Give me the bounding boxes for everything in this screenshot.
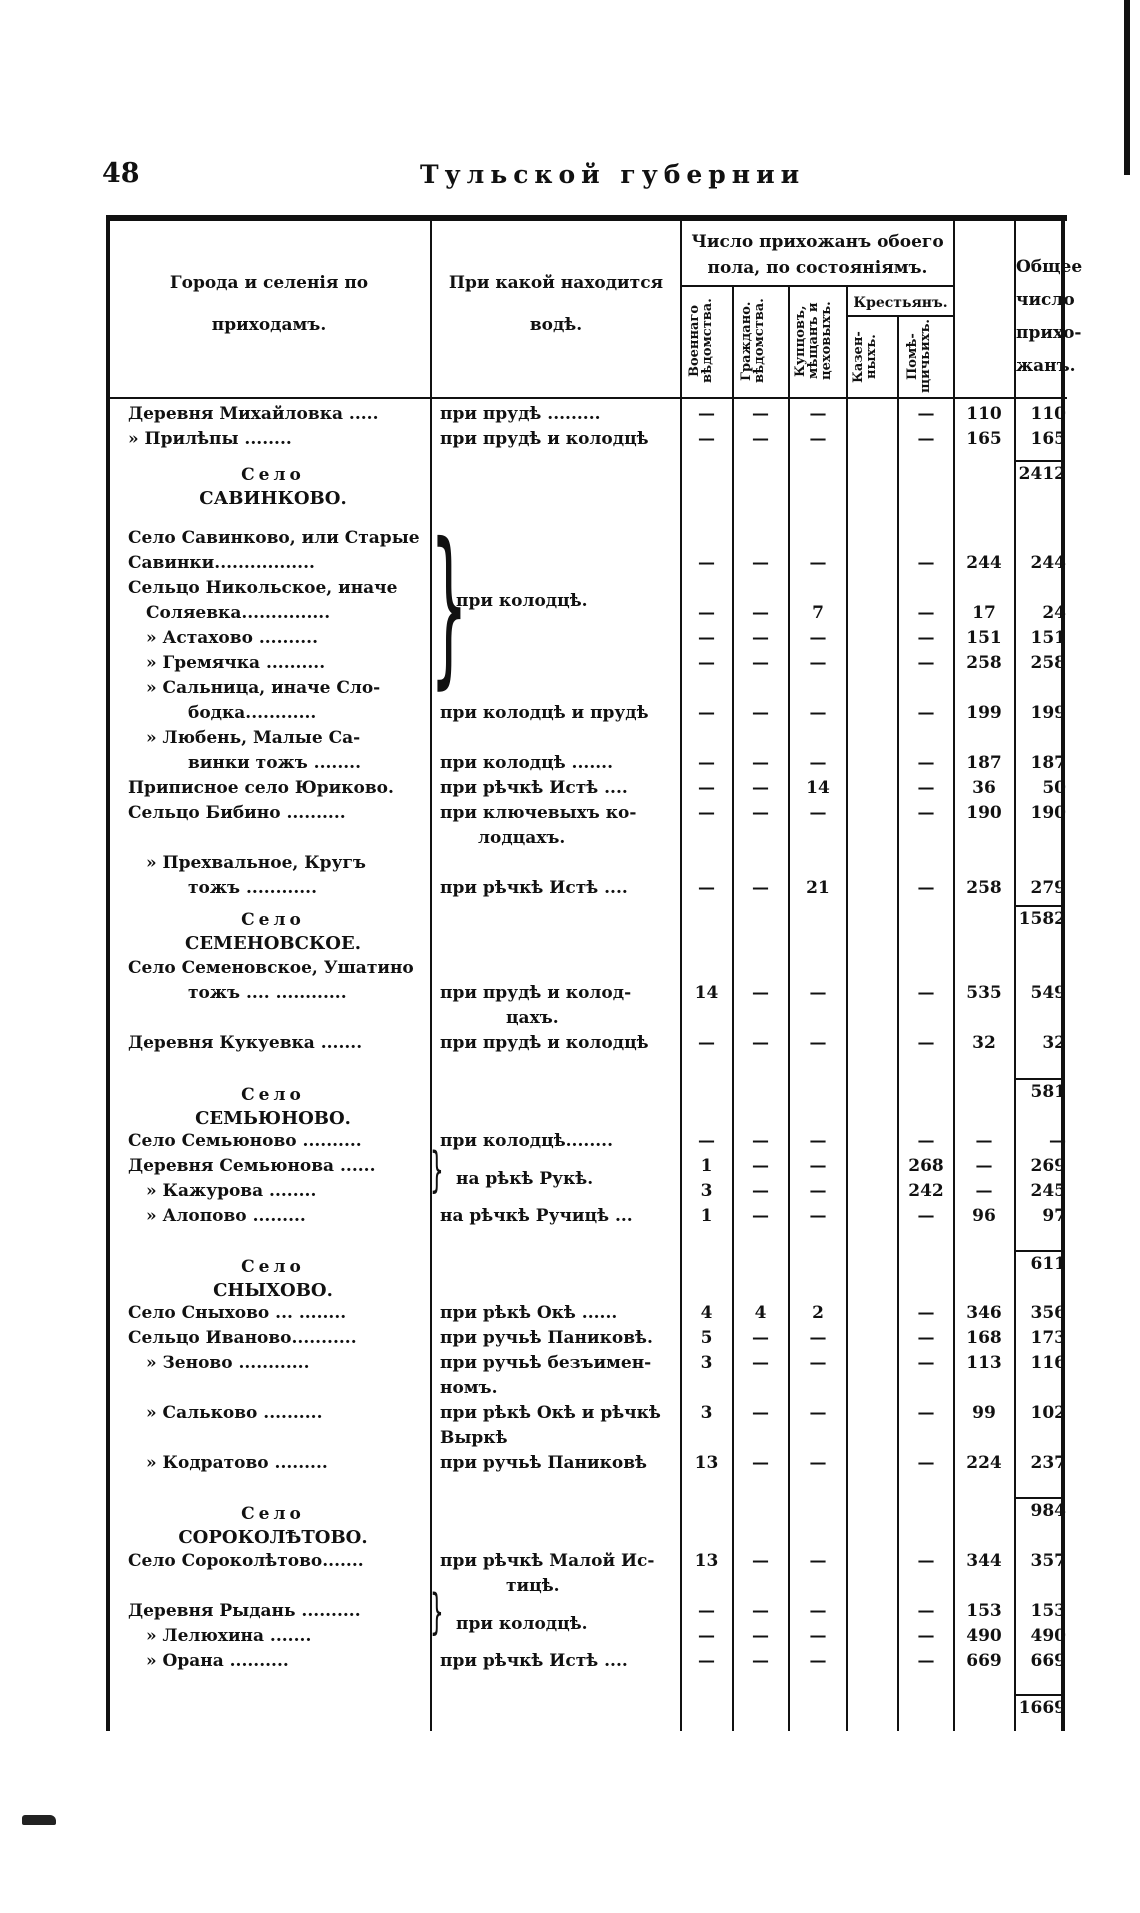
total-count: 32 [1042,1033,1066,1053]
table-row [106,1376,1067,1401]
merchant-count: — [809,1131,827,1151]
private-peasant-count: 151 [966,628,1002,648]
military-count: — [698,1131,715,1151]
subtotal-rule [1014,1497,1061,1499]
civil-count: — [752,429,769,449]
merchant-count: 14 [806,778,830,798]
subtotal-rule [1014,905,1061,907]
subtotal: 581 [1030,1082,1066,1102]
rule-header-bottom [106,397,1067,399]
state-peasant-count: — [917,429,935,449]
total-count: 173 [1030,1328,1066,1348]
subtotal-rule [1014,460,1061,462]
state-peasant-count: — [917,1303,935,1323]
state-peasant-count: — [917,628,935,648]
settlement-name: » Прехвальное, Кругъ [146,853,366,873]
private-peasant-count: 190 [966,803,1002,823]
state-peasant-count: — [917,1453,935,1473]
state-peasant-count: — [917,1328,935,1348]
table-row [106,1301,1067,1326]
table-row [106,1326,1067,1351]
table-row [106,876,1067,901]
civil-count: — [752,983,769,1003]
civil-count: 4 [754,1303,767,1323]
private-peasant-count: 187 [966,753,1002,773]
total-count: 356 [1030,1303,1066,1323]
private-peasant-count: 17 [972,603,996,623]
table-row [106,551,1067,576]
settlement-name: » Сальково .......... [146,1403,323,1423]
table-row [106,427,1067,452]
col-header-merchants: Купцовъ, мѣщанъ и цеховыхъ. [793,301,834,381]
state-peasant-count: 242 [908,1181,944,1201]
table-row [106,726,1067,751]
settlement-name: Село Сороколѣтово....... [128,1551,364,1571]
settlement-name: Сельцо Никольское, иначе [128,578,398,598]
merchant-count: — [809,1181,827,1201]
total-count: 245 [1030,1181,1066,1201]
military-count: — [698,628,715,648]
civil-count: — [752,1328,769,1348]
merchant-count: — [809,1453,827,1473]
merchant-count: — [809,1328,827,1348]
settlement-name: Деревня Рыдань .......... [128,1601,361,1621]
subtotal-rule [1014,1078,1061,1080]
table-row [106,601,1067,626]
military-count: — [698,429,715,449]
military-count: 14 [694,983,719,1003]
settlement-name: тожъ .... ............ [188,983,347,1003]
merchant-count: — [809,1551,827,1571]
table-row [106,402,1067,427]
subtotal-rule [1014,1250,1061,1252]
merchant-count: — [809,1353,827,1373]
settlement-name: » Лелюхина ....... [146,1626,312,1646]
water-source: Выркѣ [440,1428,508,1448]
total-count: 97 [1042,1206,1066,1226]
private-peasant-count: 165 [966,429,1002,449]
table-row [106,1351,1067,1376]
water-source: при ручьѣ Паниковѣ. [440,1328,653,1348]
water-source: при рѣчкѣ Истѣ .... [440,878,628,898]
table-row [106,1426,1067,1451]
water-source: при ручьѣ безъимен- [440,1353,652,1373]
total-count: 549 [1030,983,1066,1003]
merchant-count: 21 [806,878,830,898]
table-row [106,1401,1067,1426]
private-peasant-count: 224 [966,1453,1002,1473]
merchant-count: — [809,553,827,573]
merchant-count: — [809,1156,827,1176]
settlement-name: винки тожъ ........ [188,753,362,773]
table-row [106,1129,1067,1154]
civil-count: — [752,1403,769,1423]
settlement-name: » Любень, Малые Са- [146,728,361,748]
state-peasant-count: — [917,404,935,424]
settlement-name: Деревня Кукуевка ....... [128,1033,363,1053]
page-spine [1124,0,1130,175]
civil-count: — [752,1353,769,1373]
settlement-name: » Гремячка .......... [146,653,326,673]
water-source: лодцахъ. [478,828,566,848]
private-peasant-count: 168 [966,1328,1002,1348]
table-row [106,1179,1067,1204]
water-source: номъ. [440,1378,498,1398]
private-peasant-count: 344 [966,1551,1002,1571]
state-peasant-count: — [917,653,935,673]
private-peasant-count: 346 [966,1303,1002,1323]
water-source: при рѣкѣ Окѣ ...... [440,1303,618,1323]
total-count: 116 [1030,1353,1066,1373]
table-row [106,1031,1067,1056]
village-heading: Село СЕМЬЮНОВО. [195,1085,351,1129]
table-row [106,651,1067,676]
private-peasant-count: 36 [972,778,996,798]
merchant-count: — [809,753,827,773]
private-peasant-count: — [975,1156,993,1176]
settlement-name: » Алопово ......... [146,1206,306,1226]
military-count: — [698,553,715,573]
water-source: при прудѣ и колод- [440,983,632,1003]
table-row [106,676,1067,701]
merchant-count: — [809,1403,827,1423]
col-header-water: При какой находится водѣ. [448,273,664,335]
page-title: Тульской губернии [420,160,806,189]
settlement-name: тожъ ............ [188,878,318,898]
table-row [106,526,1067,551]
total-count: 187 [1030,753,1066,773]
water-source: тицѣ. [506,1576,560,1596]
private-peasant-count: 258 [966,653,1002,673]
total-count: 669 [1030,1651,1066,1671]
subtotal: 1669 [1018,1698,1066,1718]
total-count: 153 [1030,1601,1066,1621]
table-row [106,851,1067,876]
state-peasant-count: — [917,778,935,798]
military-count: — [698,653,715,673]
state-peasant-count: — [917,553,935,573]
state-peasant-count: — [917,1601,935,1621]
table-row [106,751,1067,776]
table-row [106,1006,1067,1031]
military-count: 3 [700,1181,713,1201]
merchant-count: — [809,1206,827,1226]
settlement-name: Село Семьюново .......... [128,1131,362,1151]
settlement-name: Сельцо Бибино .......... [128,803,346,823]
military-count: — [698,803,715,823]
civil-count: — [752,1626,769,1646]
total-count: 244 [1030,553,1066,573]
private-peasant-count: — [975,1131,993,1151]
total-count: 279 [1030,878,1066,898]
military-count: — [698,1651,715,1671]
settlement-name: » Кодратово ......... [146,1453,328,1473]
page-number: 48 [102,158,140,189]
subtotal: 984 [1030,1501,1066,1521]
military-count: — [698,778,715,798]
private-peasant-count: 490 [966,1626,1002,1646]
civil-count: — [752,703,769,723]
merchant-count: — [809,1626,827,1646]
total-count: — [1049,1131,1066,1151]
col-header-private-peasants: Помѣ- щичьихъ. [905,319,933,393]
table-row [106,576,1067,611]
military-count: 3 [700,1353,713,1373]
state-peasant-count: — [917,1651,935,1671]
settlement-name: » Кажурова ........ [146,1181,317,1201]
merchant-count: — [809,404,827,424]
civil-count: — [752,1453,769,1473]
state-peasant-count: — [917,878,935,898]
water-source: при колодцѣ........ [440,1131,613,1151]
village-heading: Село СНЫХОВО. [213,1257,333,1301]
private-peasant-count: 244 [966,553,1002,573]
civil-count: — [752,1131,769,1151]
military-count: — [698,1601,715,1621]
col-header-state-peasants: Казен- ныхъ. [851,331,879,383]
merchant-count: — [809,1033,827,1053]
civil-count: — [752,1551,769,1571]
merchant-count: — [809,803,827,823]
settlement-name: » Зеново ............ [146,1353,310,1373]
settlement-name: Приписное село Юриково. [128,778,394,798]
settlement-name: Савинки................. [128,553,315,573]
water-source: на рѣчкѣ Ручицѣ ... [440,1206,633,1226]
merchant-count: — [809,429,827,449]
settlement-name: Село Савинково, или Старые [128,528,420,548]
state-peasant-count: — [917,703,935,723]
military-count: — [698,703,715,723]
col-header-military: Военнаго вѣдомства. [687,298,715,384]
table-row [106,1451,1067,1476]
subtotal: 611 [1030,1254,1066,1274]
military-count: — [698,1033,715,1053]
total-count: 490 [1030,1626,1066,1646]
total-count: 357 [1030,1551,1066,1571]
table-row [106,1574,1067,1599]
water-source: на рѣкѣ Рукѣ. [456,1169,594,1189]
civil-count: — [752,1206,769,1226]
water-source: при ключевыхъ ко- [440,803,637,823]
total-count: 165 [1030,429,1066,449]
state-peasant-count: 268 [908,1156,944,1176]
military-count: 13 [694,1453,719,1473]
settlement-name: Деревня Михайловка ..... [128,404,379,424]
table-row [106,1624,1067,1649]
private-peasant-count: 153 [966,1601,1002,1621]
merchant-count: — [809,703,827,723]
total-count: 258 [1030,653,1066,673]
military-count: 13 [694,1551,719,1571]
settlement-name: Село Семеновское, Ушатино [128,958,414,978]
total-count: 269 [1030,1156,1066,1176]
water-source: при колодцѣ. [456,591,588,611]
total-count: 102 [1030,1403,1066,1423]
table-row [106,956,1067,981]
total-count: 199 [1030,703,1066,723]
total-count: 237 [1030,1453,1066,1473]
village-heading: Село САВИНКОВО. [199,465,347,509]
col-header-parishioners: Число прихожанъ обоего пола, по состояніямъ. [691,232,944,278]
military-count: — [698,1626,715,1646]
rule-peasants-header [846,315,953,317]
water-source: цахъ. [506,1008,559,1028]
private-peasant-count: 113 [966,1353,1002,1373]
settlement-name: Село Сныхово ... ........ [128,1303,347,1323]
private-peasant-count: 99 [972,1403,996,1423]
civil-count: — [752,878,769,898]
water-source: при колодцѣ. [456,1614,588,1634]
civil-count: — [752,1156,769,1176]
civil-count: — [752,803,769,823]
table-row [106,1549,1067,1574]
settlement-name: » Сальница, иначе Сло- [146,678,381,698]
settlement-name: Деревня Семьюнова ...... [128,1156,376,1176]
state-peasant-count: — [917,1131,935,1151]
col-header-peasants: Крестьянъ. [853,295,948,311]
water-source: при прудѣ и колодцѣ [440,1033,649,1053]
parish-table [106,215,1083,1731]
merchant-count: — [809,628,827,648]
civil-count: — [752,553,769,573]
settlement-name: бодка............ [188,703,317,723]
state-peasant-count: — [917,1353,935,1373]
brace-right: } [430,507,468,705]
military-count: — [698,603,715,623]
total-count: 151 [1030,628,1066,648]
settlement-name: » Орана .......... [146,1651,289,1671]
private-peasant-count: 258 [966,878,1002,898]
water-source: при ручьѣ Паниковѣ [440,1453,647,1473]
private-peasant-count: 110 [966,404,1002,424]
brace-right: } [430,1584,444,1640]
state-peasant-count: — [917,1206,935,1226]
table-row [106,1649,1067,1674]
state-peasant-count: — [917,1403,935,1423]
civil-count: — [752,628,769,648]
merchant-count: — [809,653,827,673]
state-peasant-count: — [917,603,935,623]
total-count: 190 [1030,803,1066,823]
state-peasant-count: — [917,803,935,823]
military-count: — [698,404,715,424]
state-peasant-count: — [917,753,935,773]
total-count: 24 [1042,603,1066,623]
merchant-count: 7 [812,603,824,623]
military-count: 1 [700,1156,713,1176]
state-peasant-count: — [917,1033,935,1053]
private-peasant-count: — [975,1181,993,1201]
table-row [106,626,1067,651]
military-count: 5 [700,1328,713,1348]
settlement-name: » Астахово .......... [146,628,319,648]
military-count: — [698,753,715,773]
rule-group-header [680,285,953,287]
civil-count: — [752,1601,769,1621]
col-header-civil: Граждано. вѣдомства. [739,298,767,384]
state-peasant-count: — [917,1626,935,1646]
merchant-count: 2 [812,1303,824,1323]
water-source: при рѣкѣ Окѣ и рѣчкѣ [440,1403,661,1423]
water-source: при рѣчкѣ Истѣ .... [440,778,628,798]
civil-count: — [752,603,769,623]
village-heading: Село СЕМЕНОВСКОЕ. [185,910,361,954]
table-row [106,1154,1067,1189]
water-source: при прудѣ ......... [440,404,601,424]
civil-count: — [752,1033,769,1053]
civil-count: — [752,1651,769,1671]
brace-right: } [430,1142,444,1198]
ink-blot [22,1815,56,1825]
state-peasant-count: — [917,983,935,1003]
col-header-towns: Города и селенія по приходамъ. [169,273,369,335]
water-source: при прудѣ и колодцѣ [440,429,649,449]
table-row [106,981,1067,1006]
subtotal: 1582 [1018,909,1066,929]
total-count: 110 [1030,404,1066,424]
settlement-name: Соляевка............... [146,603,331,623]
private-peasant-count: 32 [972,1033,996,1053]
state-peasant-count: — [917,1551,935,1571]
civil-count: — [752,1181,769,1201]
total-count: 50 [1042,778,1066,798]
civil-count: — [752,778,769,798]
private-peasant-count: 199 [966,703,1002,723]
settlement-name: Сельцо Иваново........... [128,1328,357,1348]
military-count: 1 [700,1206,713,1226]
col-header-total: Общее число прихо- жанъ. [1016,257,1083,376]
water-source: при колодцѣ ....... [440,753,613,773]
village-heading: Село СОРОКОЛѢТОВО. [178,1504,368,1548]
table-row [106,776,1067,801]
private-peasant-count: 669 [966,1651,1002,1671]
settlement-name: » Прилѣпы ........ [128,429,292,449]
subtotal: 2412 [1018,464,1066,484]
merchant-count: — [809,1651,827,1671]
water-source: при рѣчкѣ Истѣ .... [440,1651,628,1671]
merchant-count: — [809,983,827,1003]
table-row [106,801,1067,826]
table-row [106,1599,1067,1634]
water-source: при рѣчкѣ Малой Ис- [440,1551,655,1571]
water-source: при колодцѣ и прудѣ [440,703,649,723]
military-count: 3 [700,1403,713,1423]
private-peasant-count: 96 [972,1206,996,1226]
military-count: 4 [700,1303,713,1323]
table-row [106,826,1067,851]
subtotal-rule [1014,1694,1061,1696]
private-peasant-count: 535 [966,983,1002,1003]
civil-count: — [752,404,769,424]
merchant-count: — [809,1601,827,1621]
military-count: — [698,878,715,898]
civil-count: — [752,753,769,773]
table-row [106,701,1067,726]
table-row [106,1204,1067,1229]
civil-count: — [752,653,769,673]
